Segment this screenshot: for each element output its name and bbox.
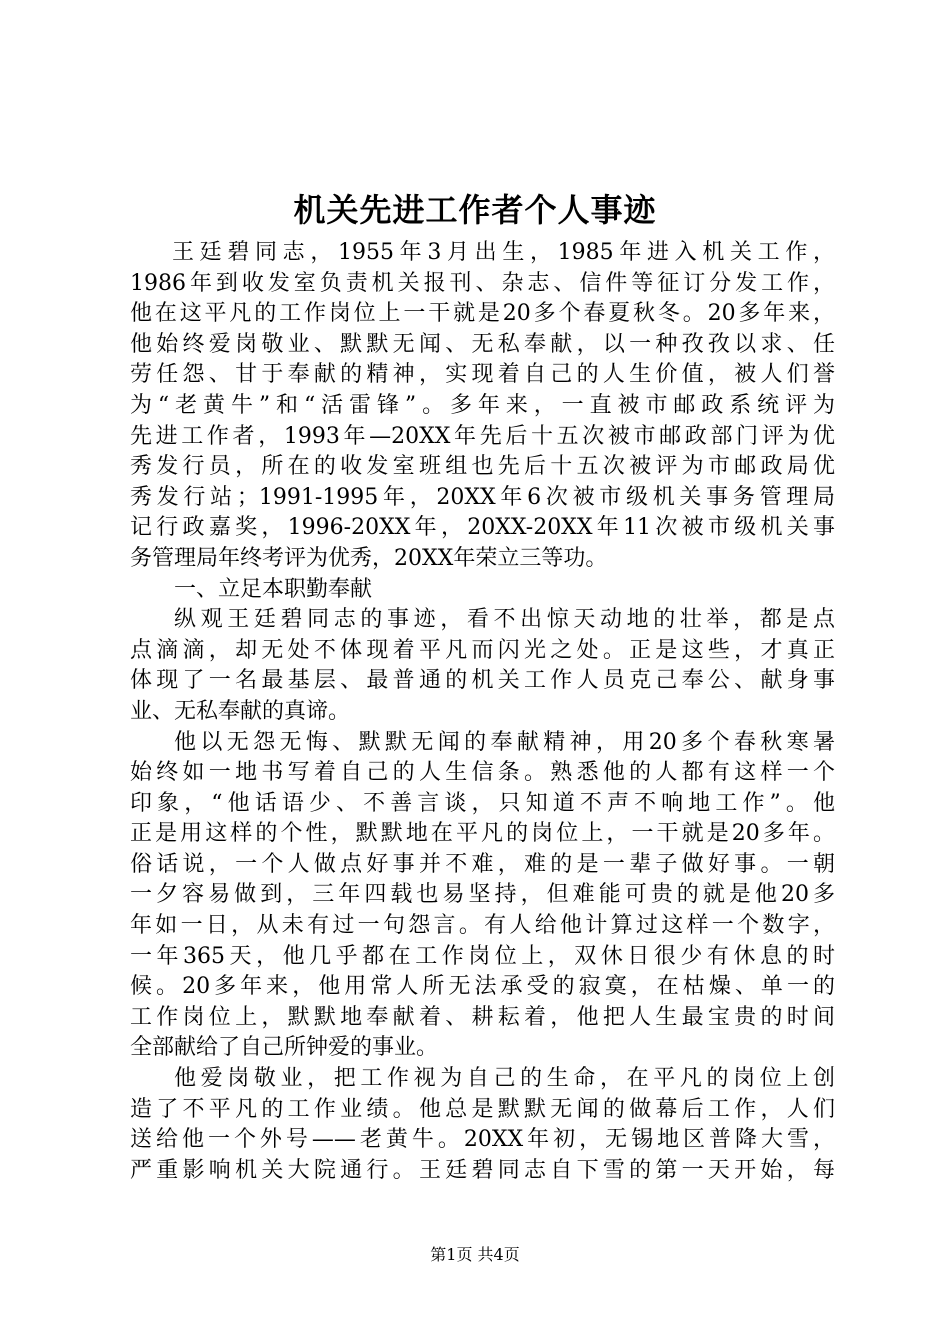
body-line: 他爱岗敬业，把工作视为自己的生命，在平凡的岗位上创 — [174, 1066, 835, 1092]
body-line: 始终如一地书写着自己的人生信条。熟悉他的人都有这样一个 — [130, 760, 835, 786]
body-line: 1986年到收发室负责机关报刊、杂志、信件等征订分发工作， — [130, 270, 835, 296]
body-line: 他以无怨无悔、默默无闻的奉献精神，用20多个春秋寒暑 — [174, 729, 835, 755]
page-footer: 第1页 共4页 — [430, 1245, 520, 1264]
body-line: 年如一日，从未有过一句怨言。有人给他计算过这样一个数字， — [130, 913, 835, 939]
body-line: 严重影响机关大院通行。王廷碧同志自下雪的第一天开始，每 — [130, 1157, 835, 1183]
body-line: 候。20多年来，他用常人所无法承受的寂寞，在枯燥、单一的 — [130, 974, 835, 1000]
body-line: 王廷碧同志，1955年3月出生，1985年进入机关工作， — [172, 240, 835, 265]
body-line: 记行政嘉奖，1996-20XX年，20XX-20XX年11次被市级机关事 — [130, 515, 835, 541]
body-line: 业、无私奉献的真谛。 — [130, 698, 351, 724]
body-line: 正是用这样的个性，默默地在平凡的岗位上，一干就是20多年。 — [130, 821, 835, 847]
body-line: 全部献给了自己所钟爱的事业。 — [130, 1035, 439, 1061]
body-line: 先进工作者，1993年—20XX年先后十五次被市邮政部门评为优 — [130, 423, 835, 449]
body-line: 俗话说，一个人做点好事并不难，难的是一辈子做好事。一朝 — [130, 851, 835, 877]
body-line: 他在这平凡的工作岗位上一干就是20多个春夏秋冬。20多年来， — [130, 301, 835, 327]
body-line: 他始终爱岗敬业、默默无闻、无私奉献，以一种孜孜以求、任 — [130, 331, 835, 357]
body-line: 秀发行员，所在的收发室班组也先后十五次被评为市邮政局优 — [130, 454, 835, 480]
body-line: 秀发行站；1991-1995年，20XX年6次被市级机关事务管理局 — [130, 484, 835, 510]
body-line: 务管理局年终考评为优秀，20XX年荣立三等功。 — [130, 545, 608, 571]
document-body — [130, 238, 835, 1186]
body-line: 送给他一个外号——老黄牛。20XX年初，无锡地区普降大雪， — [130, 1127, 835, 1153]
section-heading: 一、立足本职勤奉献 — [174, 576, 373, 602]
body-line: 一年365天，他几乎都在工作岗位上，双休日很少有休息的时 — [130, 943, 835, 969]
body-line: 体现了一名最基层、最普通的机关工作人员克己奉公、献身事 — [130, 668, 835, 694]
body-line: 纵观王廷碧同志的事迹，看不出惊天动地的壮举，都是点 — [174, 607, 835, 633]
body-line: 为“老黄牛”和“活雷锋”。多年来，一直被市邮政系统评为 — [130, 392, 835, 418]
body-line: 劳任怨、甘于奉献的精神，实现着自己的人生价值，被人们誉 — [130, 362, 835, 388]
document-title: 机关先进工作者个人事迹 — [293, 191, 657, 229]
body-line: 一夕容易做到，三年四载也易坚持，但难能可贵的就是他20多 — [130, 882, 835, 908]
body-line: 印象，“他话语少、不善言谈，只知道不声不响地工作”。他 — [130, 790, 835, 816]
body-line: 点滴滴，却无处不体现着平凡而闪光之处。正是这些，才真正 — [130, 637, 835, 663]
body-line: 造了不平凡的工作业绩。他总是默默无闻的做幕后工作，人们 — [130, 1096, 835, 1122]
body-line: 工作岗位上，默默地奉献着、耕耘着，他把人生最宝贵的时间 — [130, 1004, 835, 1030]
